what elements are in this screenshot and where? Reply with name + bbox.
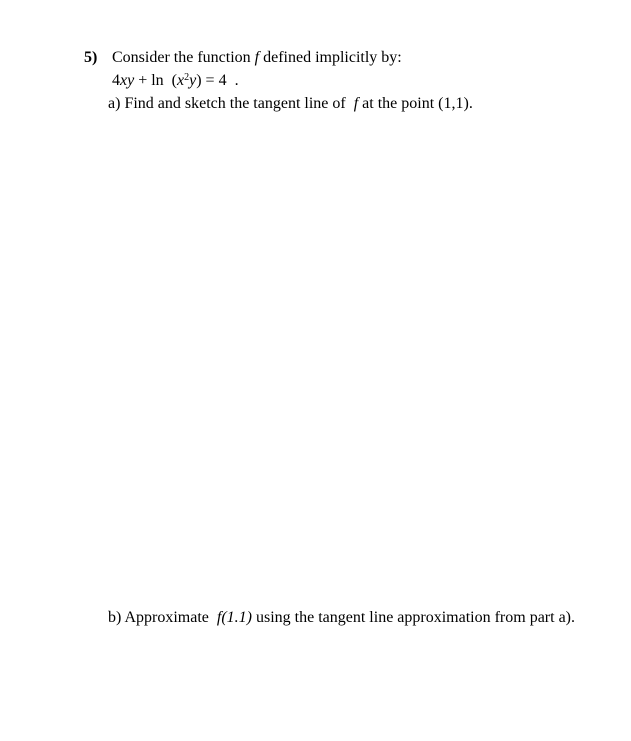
part-b-label: b) bbox=[108, 609, 122, 626]
implicit-equation bbox=[112, 73, 239, 89]
part-a-label: a) bbox=[108, 95, 121, 112]
function-symbol: f bbox=[254, 49, 260, 66]
question-number: 5) bbox=[84, 49, 98, 66]
part-b-expression: f(1.1) bbox=[216, 609, 252, 626]
part-a-function-symbol: f bbox=[353, 95, 359, 112]
question-intro bbox=[112, 50, 402, 66]
eq-xy: xy bbox=[120, 72, 135, 89]
intro-text-after: defined implicitly by: bbox=[259, 49, 402, 66]
eq-close: ) = 4 . bbox=[196, 72, 239, 89]
part-a-text-2: at the point (1,1). bbox=[358, 95, 473, 112]
part-b-text-1: Approximate bbox=[121, 609, 217, 626]
eq-exponent: 2 bbox=[184, 72, 190, 83]
intro-text-before: Consider the function bbox=[112, 49, 255, 66]
eq-ln-open: + ln ( bbox=[134, 72, 177, 89]
part-a-text-1: Find and sketch the tangent line of bbox=[120, 95, 354, 112]
part-b bbox=[108, 610, 575, 626]
part-b-text-2: using the tangent line approximation from part a). bbox=[251, 609, 576, 626]
eq-coefficient: 4 bbox=[112, 72, 120, 89]
part-a bbox=[108, 96, 473, 112]
eq-x: x bbox=[177, 72, 185, 89]
eq-y: y bbox=[189, 72, 197, 89]
